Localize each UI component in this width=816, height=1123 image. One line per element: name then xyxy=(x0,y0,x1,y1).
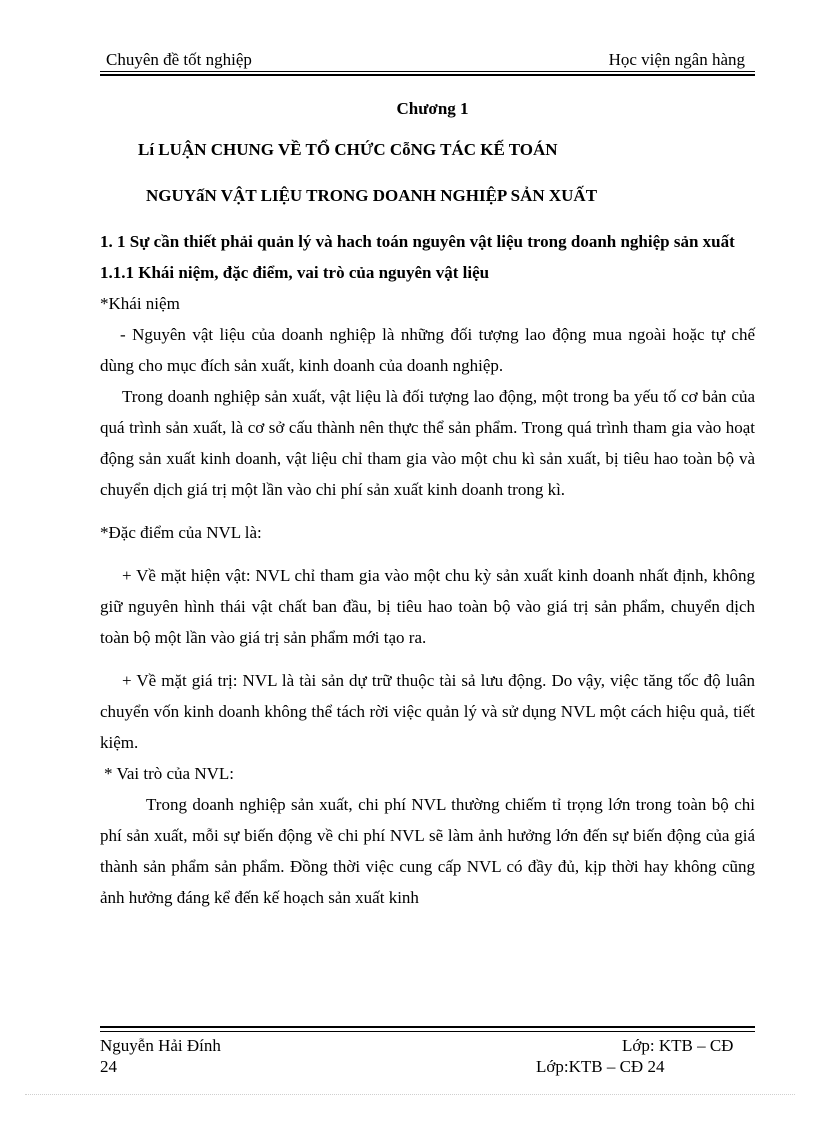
concept-label: *Khái niệm xyxy=(100,294,180,313)
chapter-title-line-2: NGUYấN VẬT LIỆU TRONG DOANH NGHIỆP SẢN XUẤT xyxy=(146,186,598,205)
header-left-text: Chuyên đề tốt nghiệp xyxy=(106,50,252,69)
concept-paragraph-1: - Nguyên vật liệu của doanh nghiệp là những đối tượng lao động mua ngoài hoặc tự chế dùng cho mục đích sản xuất, kinh doanh của doanh nghiệp. xyxy=(100,325,755,375)
section-heading-1-1: 1. 1 Sự cần thiết phải quản lý và hach toán nguyên vật liệu trong doanh nghiệp sản xuất xyxy=(100,232,735,251)
header-right-text: Học viện ngân hàng xyxy=(608,50,745,69)
chapter-heading: Chương 1 xyxy=(396,99,469,118)
features-paragraph-1: + Về mặt hiện vật: NVL chỉ tham gia vào một chu kỳ sản xuất kinh doanh nhất định, không giữ nguyên hình thái vật chất ban đầu, bị tiêu hao toàn bộ vào giá trị sản phẩm, chuyển dịch toàn bộ một lần vào giá trị sản phẩm mới tạo ra. xyxy=(100,566,755,647)
header-rule-thick xyxy=(100,74,755,76)
footer-class-label: Lớp: KTB – CĐ xyxy=(622,1036,734,1055)
page-header xyxy=(100,48,755,72)
page-body xyxy=(100,93,755,913)
chapter-title-line-1: Lí LUẬN CHUNG VỀ TỔ CHỨC CỗNG TÁC KẾ TOÁN xyxy=(138,140,558,159)
concept-paragraph-2: Trong doanh nghiệp sản xuất, vật liệu là đối tượng lao động, một trong ba yếu tố cơ bản của quá trình sản xuất, là cơ sở cấu thành nên thực thể sản phẩm. Trong quá trình tham gia vào hoạt động sản xuất kinh doanh, vật liệu chỉ tham gia vào một chu kì sản xuất, bị tiêu hao toàn bộ và chuyển dịch giá trị một lần vào chi phí sản xuất kinh doanh trong kì. xyxy=(100,387,755,499)
role-paragraph-1: Trong doanh nghiệp sản xuất, chi phí NVL thường chiếm tỉ trọng lớn trong toàn bộ chi phí sản xuất, mỗi sự biến động về chi phí NVL sẽ làm ảnh hưởng lớn đến sự biến động của giá thành sản phẩm sản phẩm. Đồng thời việc cung cấp NVL có đầy đủ, kịp thời hay không cũng ảnh hưởng đáng kể đến kế hoạch sản xuất kinh xyxy=(100,795,755,907)
section-heading-1-1-1: 1.1.1 Khái niệm, đặc điểm, vai trò của nguyên vật liệu xyxy=(100,263,490,282)
footer-author-name: Nguyễn Hải Đính xyxy=(100,1036,221,1055)
footer-rule-thick xyxy=(100,1026,755,1028)
footer-class-page-label: Lớp:KTB – CĐ 24 xyxy=(536,1057,665,1076)
features-label: *Đặc điểm của NVL là: xyxy=(100,523,262,542)
page-bottom-dotted-line xyxy=(25,1094,795,1095)
footer-page-number: 24 xyxy=(100,1057,117,1076)
footer-rule-thin xyxy=(100,1031,755,1032)
features-paragraph-2: + Về mặt giá trị: NVL là tài sản dự trữ thuộc tài sả lưu động. Do vậy, việc tăng tốc độ luân chuyển vốn kinh doanh không thể tách rời việc quản lý và sử dụng NVL một cách hiệu quả, tiết kiệm. xyxy=(100,671,755,752)
header-rule-thin xyxy=(100,71,755,72)
role-label: * Vai trò của NVL: xyxy=(104,764,234,783)
